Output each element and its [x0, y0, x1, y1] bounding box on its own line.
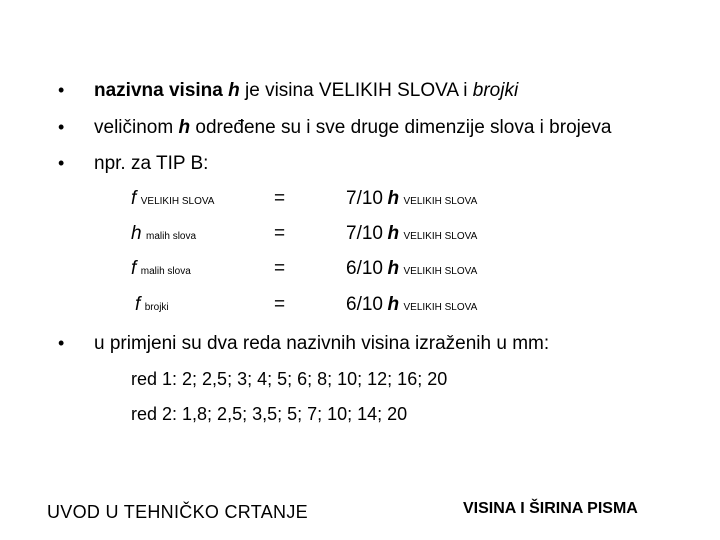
- formula-1-var: f: [131, 188, 137, 209]
- formula-2-lhs: [131, 223, 196, 245]
- bullet-3-text: npr. za TIP B:: [94, 153, 209, 174]
- formula-4-h: h: [387, 294, 400, 315]
- bullet-2-h-symbol: h: [178, 117, 191, 138]
- bullet-1-rest: je visina VELIKIH SLOVA i: [239, 80, 473, 101]
- bullet-3-dot: •: [58, 153, 65, 173]
- bullet-1-text: [94, 80, 518, 102]
- footer-section-title: VISINA I ŠIRINA PISMA: [463, 500, 638, 517]
- formula-1-h: h: [387, 188, 400, 209]
- formula-1-equals: =: [274, 188, 286, 209]
- formula-4-value: 6/10: [346, 294, 383, 315]
- series-row-2: red 2: 1,8; 2,5; 3,5; 5; 7; 10; 14; 20: [131, 404, 408, 424]
- bullet-1-dot: •: [58, 80, 65, 100]
- formula-3-rhs: [346, 258, 477, 280]
- formula-2-h: h: [387, 223, 400, 244]
- series-row-1: red 1: 2; 2,5; 3; 4; 5; 6; 8; 10; 12; 16; 20: [131, 369, 448, 389]
- bullet-4-dot: •: [58, 333, 65, 353]
- bullet-2-start: veličinom: [94, 117, 179, 138]
- formula-1-h-sub: VELIKIH SLOVA: [403, 196, 478, 207]
- bullet-2-rest: određene su i sve druge dimenzije slova i brojeva: [190, 117, 612, 138]
- formula-1-value: 7/10: [346, 188, 383, 209]
- formula-2-rhs: [346, 223, 477, 245]
- bullet-1-h-symbol: h: [222, 80, 240, 101]
- formula-2-var: h: [131, 223, 142, 244]
- formula-4-var-sub: brojki: [144, 302, 169, 313]
- formula-3-h: h: [387, 258, 400, 279]
- formula-4-h-sub: VELIKIH SLOVA: [403, 302, 478, 313]
- formula-3-lhs: [131, 258, 191, 280]
- formula-4-equals: =: [274, 294, 286, 315]
- formula-2-value: 7/10: [346, 223, 383, 244]
- formula-2-equals: =: [274, 223, 286, 244]
- formula-1-rhs: [346, 188, 477, 210]
- formula-3-h-sub: VELIKIH SLOVA: [403, 266, 478, 277]
- formula-3-var-sub: malih slova: [140, 266, 191, 277]
- formula-2-var-sub: malih slova: [146, 231, 197, 242]
- formula-1-var-sub: VELIKIH SLOVA: [140, 196, 215, 207]
- footer-course-title: UVOD U TEHNIČKO CRTANJE: [47, 502, 308, 522]
- bullet-2-dot: •: [58, 117, 65, 137]
- formula-4-lhs: [135, 294, 169, 316]
- formula-4-var: f: [135, 294, 141, 315]
- formula-3-value: 6/10: [346, 258, 383, 279]
- bullet-1-bold-term: nazivna visina: [94, 80, 223, 101]
- formula-2-h-sub: VELIKIH SLOVA: [403, 231, 478, 242]
- bullet-1-brojki: brojki: [472, 80, 519, 101]
- bullet-4-text: u primjeni su dva reda nazivnih visina izraženih u mm:: [94, 333, 550, 354]
- bullet-2-text: [94, 117, 612, 139]
- formula-4-rhs: [346, 294, 477, 316]
- formula-3-var: f: [131, 258, 137, 279]
- formula-3-equals: =: [274, 258, 286, 279]
- formula-1-lhs: [131, 188, 214, 210]
